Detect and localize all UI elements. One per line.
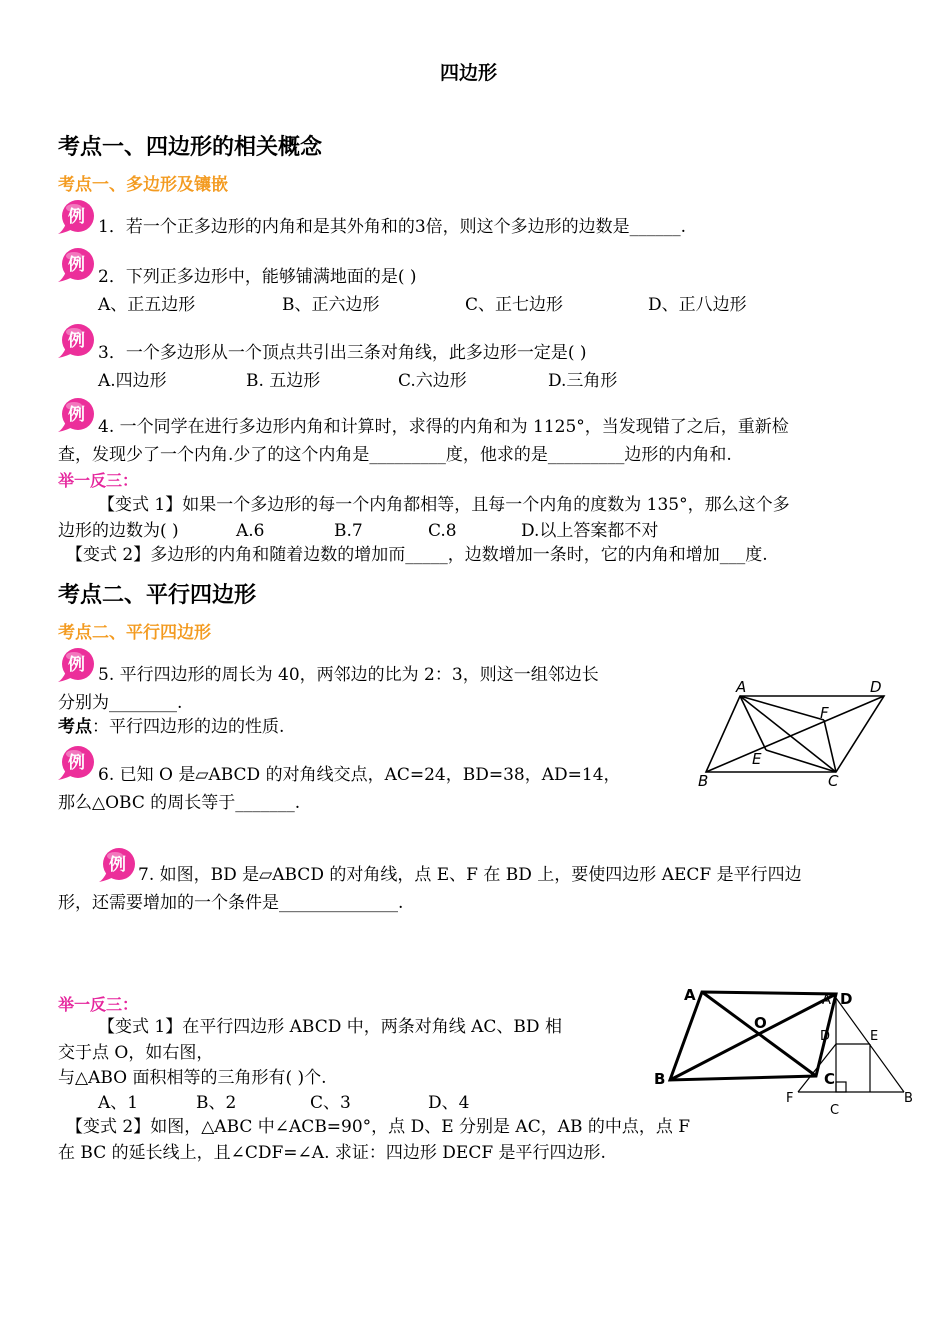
question-3: 3．一个多边形从一个顶点共引出三条对角线，此多边形一定是( ) — [98, 343, 587, 363]
option-d: D.以上答案都不对 — [521, 521, 659, 541]
label-d: D — [870, 680, 882, 696]
option-a: A.6 — [236, 521, 265, 541]
question-6-line-1: 6. 已知 O 是▱ABCD 的对角线交点，AC=24，BD=38，AD=14， — [98, 765, 621, 785]
option-c: C、正七边形 — [465, 295, 564, 315]
variant-2: 【变式 2】多边形的内角和随着边数的增加而_____，边数增加一条时，它的内角和增加___度. — [66, 545, 768, 565]
question-1: 1．若一个正多边形的内角和是其外角和的3倍，则这个多边形的边数是______. — [98, 217, 687, 237]
variant-1-line-1: 【变式 1】如果一个多边形的每一个内角都相等，且每一个内角的度数为 135°，那么这个多 — [98, 495, 790, 515]
option-b: B、2 — [196, 1093, 237, 1113]
label-d: D — [820, 1029, 831, 1044]
variant-2-line-2: 在 BC 的延长线上，且∠CDF=∠A. 求证：四边形 DECF 是平行四边形. — [58, 1143, 606, 1163]
question-7-line-1: 7. 如图，BD 是▱ABCD 的对角线，点 E、F 在 BD 上，要使四边形 AECF 是平行四边 — [138, 865, 802, 885]
label-o: O — [754, 1014, 767, 1032]
variant-1-line-2: 交于点 O，如右图， — [58, 1043, 214, 1063]
key-point-text: ：平行四边形的边的性质. — [92, 717, 285, 737]
option-d: D.三角形 — [548, 371, 618, 391]
section-1-heading: 考点一、四边形的相关概念 — [58, 135, 323, 160]
question-6-line-2: 那么△OBC 的周长等于_______. — [58, 793, 301, 813]
variant-2-line-1: 【变式 2】如图，△ABC 中∠ACB=90°，点 D、E 分别是 AC，AB 的中点，点 F — [66, 1117, 691, 1137]
option-c: C.8 — [428, 521, 457, 541]
section-2-heading: 考点二、平行四边形 — [58, 583, 257, 608]
practice-label: 举一反三： — [58, 995, 139, 1014]
example-badge-icon — [56, 642, 96, 682]
example-badge-icon — [56, 194, 96, 234]
example-badge-icon — [56, 318, 96, 358]
label-b: B — [904, 1091, 913, 1106]
option-c: C、3 — [310, 1093, 351, 1113]
label-f: F — [786, 1091, 794, 1106]
label-a: A — [822, 993, 831, 1008]
option-c: C.六边形 — [398, 371, 467, 391]
option-b: B. 五边形 — [246, 371, 321, 391]
example-badge-icon — [56, 740, 96, 780]
practice-label: 举一反三： — [58, 471, 139, 490]
variant-1-line-2: 边形的边数为( ) — [58, 521, 179, 541]
question-5-line-2: 分别为________. — [58, 693, 183, 713]
example-badge-icon — [56, 242, 96, 282]
svg-text:例: 例 — [68, 255, 85, 275]
label-e: E — [870, 1029, 879, 1044]
svg-text:例: 例 — [68, 405, 85, 425]
option-b: B.7 — [334, 521, 363, 541]
label-c: C — [824, 1070, 836, 1088]
section-2-subheading: 考点二、平行四边形 — [58, 623, 211, 643]
question-4-line-1: 4. 一个同学在进行多边形内角和计算时，求得的内角和为 1125°，当发现错了之后，重新检 — [98, 417, 789, 437]
label-d: D — [840, 990, 853, 1008]
option-a: A.四边形 — [98, 371, 167, 391]
section-1-subheading: 考点一、多边形及镶嵌 — [58, 175, 228, 195]
label-c: C — [828, 772, 839, 790]
option-a: A、正五边形 — [98, 295, 196, 315]
option-d: D、正八边形 — [648, 295, 747, 315]
label-b: B — [698, 772, 709, 790]
svg-text:例: 例 — [68, 753, 85, 773]
svg-text:例: 例 — [68, 331, 85, 351]
key-point-label: 考点 — [58, 717, 92, 737]
page-title: 四边形 — [440, 62, 498, 84]
option-a: A、1 — [98, 1093, 139, 1113]
svg-text:例: 例 — [68, 207, 85, 227]
label-a: A — [736, 680, 747, 696]
label-f: F — [820, 704, 829, 722]
option-d: D、4 — [428, 1093, 470, 1113]
option-b: B、正六边形 — [282, 295, 380, 315]
label-e: E — [752, 750, 762, 768]
triangle-figure-decf — [780, 986, 920, 1120]
question-2: 2．下列正多边形中，能够铺满地面的是( ) — [98, 267, 417, 287]
parallelogram-figure-ef — [692, 680, 898, 790]
question-4-line-2: 查，发现少了一个内角.少了的这个内角是_________度，他求的是_________边形的内角和. — [58, 445, 732, 465]
key-point — [58, 714, 284, 740]
question-7-line-2: 形，还需要增加的一个条件是______________. — [58, 893, 404, 913]
svg-text:例: 例 — [109, 855, 126, 875]
variant-1-line-1: 【变式 1】在平行四边形 ABCD 中，两条对角线 AC、BD 相 — [98, 1017, 562, 1037]
svg-text:例: 例 — [68, 655, 85, 675]
example-badge-icon — [56, 392, 96, 432]
label-c: C — [830, 1103, 840, 1118]
question-5-line-1: 5. 平行四边形的周长为 40，两邻边的比为 2：3，则这一组邻边长 — [98, 665, 599, 685]
variant-1-line-3: 与△ABO 面积相等的三角形有( )个. — [58, 1068, 327, 1088]
label-a: A — [684, 986, 696, 1004]
example-badge-icon — [97, 842, 137, 882]
label-b: B — [654, 1070, 666, 1088]
